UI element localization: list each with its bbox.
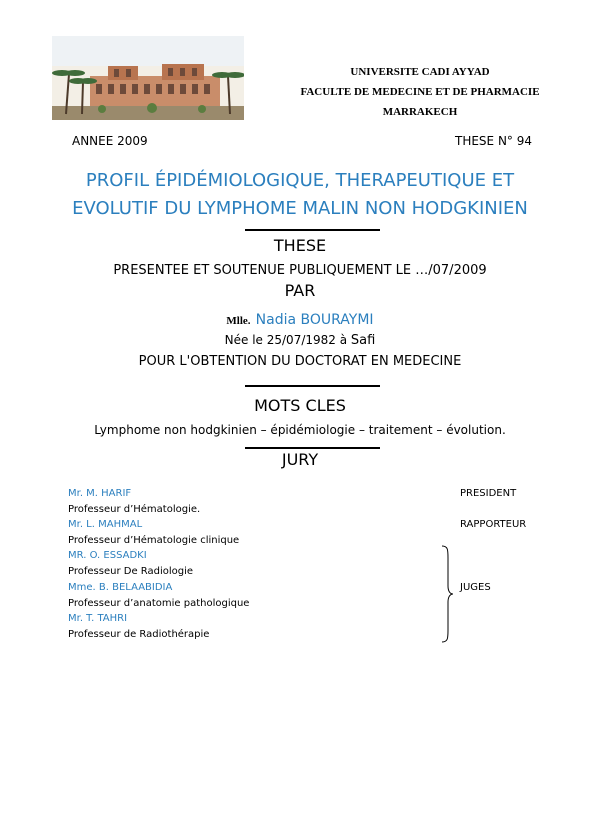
jury-member-name: MR. O. ESSADKI — [68, 550, 147, 561]
faculty-building-logo — [52, 36, 244, 120]
jury-member-title: Professeur d’Hématologie. — [68, 504, 201, 515]
divider — [245, 229, 380, 231]
these-heading: THESE — [273, 236, 327, 255]
keywords-text: Lymphome non hodgkinien – épidémiologie – traitement – évolution. — [94, 423, 506, 437]
city-name: MARRAKECH — [382, 106, 458, 118]
thesis-title-line-1: PROFIL ÉPIDÉMIOLOGIQUE, THERAPEUTIQUE ET — [85, 170, 515, 191]
role-juges: JUGES — [460, 582, 491, 593]
birth-date: Née le 25/07/1982 à — [224, 333, 348, 347]
author-name: Nadia BOURAYMI — [255, 312, 374, 328]
role-president: PRESIDENT — [460, 488, 517, 499]
jury-heading: JURY — [281, 450, 319, 469]
jury-member-title: Professeur d’anatomie pathologique — [68, 598, 250, 609]
presented-line: PRESENTEE ET SOUTENUE PUBLIQUEMENT LE …/07/2009 — [113, 263, 487, 278]
role-rapporteur: RAPPORTEUR — [460, 519, 527, 530]
jury-member-title: Professeur de Radiothérapie — [68, 629, 210, 640]
jury-member-title: Professeur De Radiologie — [68, 566, 194, 577]
thesis-number: THESE N° 94 — [455, 134, 533, 148]
jury-member-name: Mme. B. BELAABIDIA — [68, 582, 173, 593]
author-line — [0, 309, 600, 328]
author-prefix: Mlle. — [226, 315, 251, 327]
faculty-name: FACULTE DE MEDECINE ET DE PHARMACIE — [300, 86, 540, 98]
divider — [245, 385, 380, 387]
birth-city: Safi — [350, 333, 376, 348]
thesis-year: ANNEE 2009 — [72, 134, 148, 148]
jury-member-title: Professeur d’Hématologie clinique — [68, 535, 240, 546]
divider — [245, 447, 380, 449]
degree-line: POUR L'OBTENTION DU DOCTORAT EN MEDECINE — [138, 354, 462, 369]
birth-line — [0, 333, 600, 348]
university-name: UNIVERSITE CADI AYYAD — [350, 66, 490, 78]
thesis-title-line-2: EVOLUTIF DU LYMPHOME MALIN NON HODGKINIEN — [72, 198, 528, 219]
jury-member-name: Mr. T. TAHRI — [68, 613, 128, 624]
keywords-heading: MOTS CLES — [254, 396, 346, 415]
jury-member-name: Mr. L. MAHMAL — [68, 519, 143, 530]
brace-icon — [440, 544, 454, 644]
jury-member-name: Mr. M. HARIF — [68, 488, 132, 499]
faculty-building-icon — [52, 36, 244, 120]
par-label: PAR — [284, 281, 316, 300]
